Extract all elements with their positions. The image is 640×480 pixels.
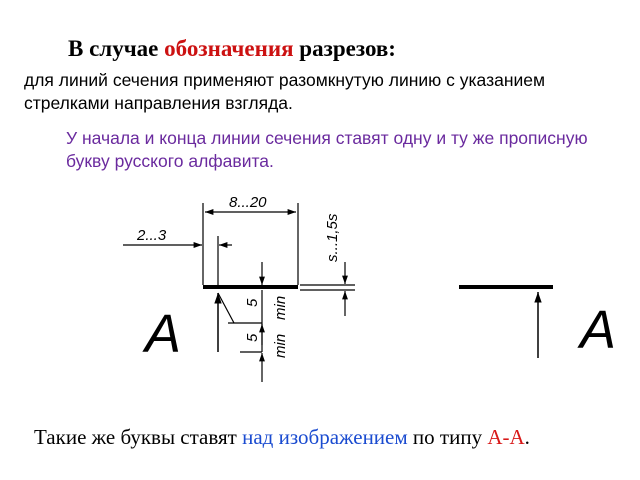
dim-s-label: s...1,5s [324, 213, 341, 262]
caption-highlight-blue: над изображением [242, 425, 408, 449]
right-section-letter: A [580, 300, 617, 360]
dim-5-bottom-label: 5 [244, 333, 261, 342]
dim-min-bottom-label: min [272, 333, 289, 358]
caption-text-a: Такие же буквы ставят [34, 425, 243, 449]
title-accent-word: обозначения [164, 36, 294, 61]
dim-min-top-label: min [272, 295, 289, 320]
caption-text-b: по типу [407, 425, 488, 449]
bottom-caption [34, 425, 530, 450]
title-prefix: В случае [68, 36, 165, 61]
arrow-construct-slant [218, 293, 234, 323]
caption-highlight-red: А-А [487, 425, 525, 449]
title-suffix: разрезов: [293, 36, 396, 61]
paragraph-open-line: для линий сечения применяют разомкнутую линию с указанием стрелками направления взгляда. [24, 70, 546, 113]
dim-5-top-label: 5 [244, 298, 261, 307]
caption-period: . [524, 425, 530, 449]
left-section-letter: A [145, 304, 182, 364]
dim-8-20-label: 8...20 [229, 194, 267, 211]
dim-2-3-label: 2...3 [137, 227, 167, 244]
paragraph-letters: У начала и конца линии сечения ставят одну и ту же прописную букву русского алфавита. [66, 128, 588, 171]
